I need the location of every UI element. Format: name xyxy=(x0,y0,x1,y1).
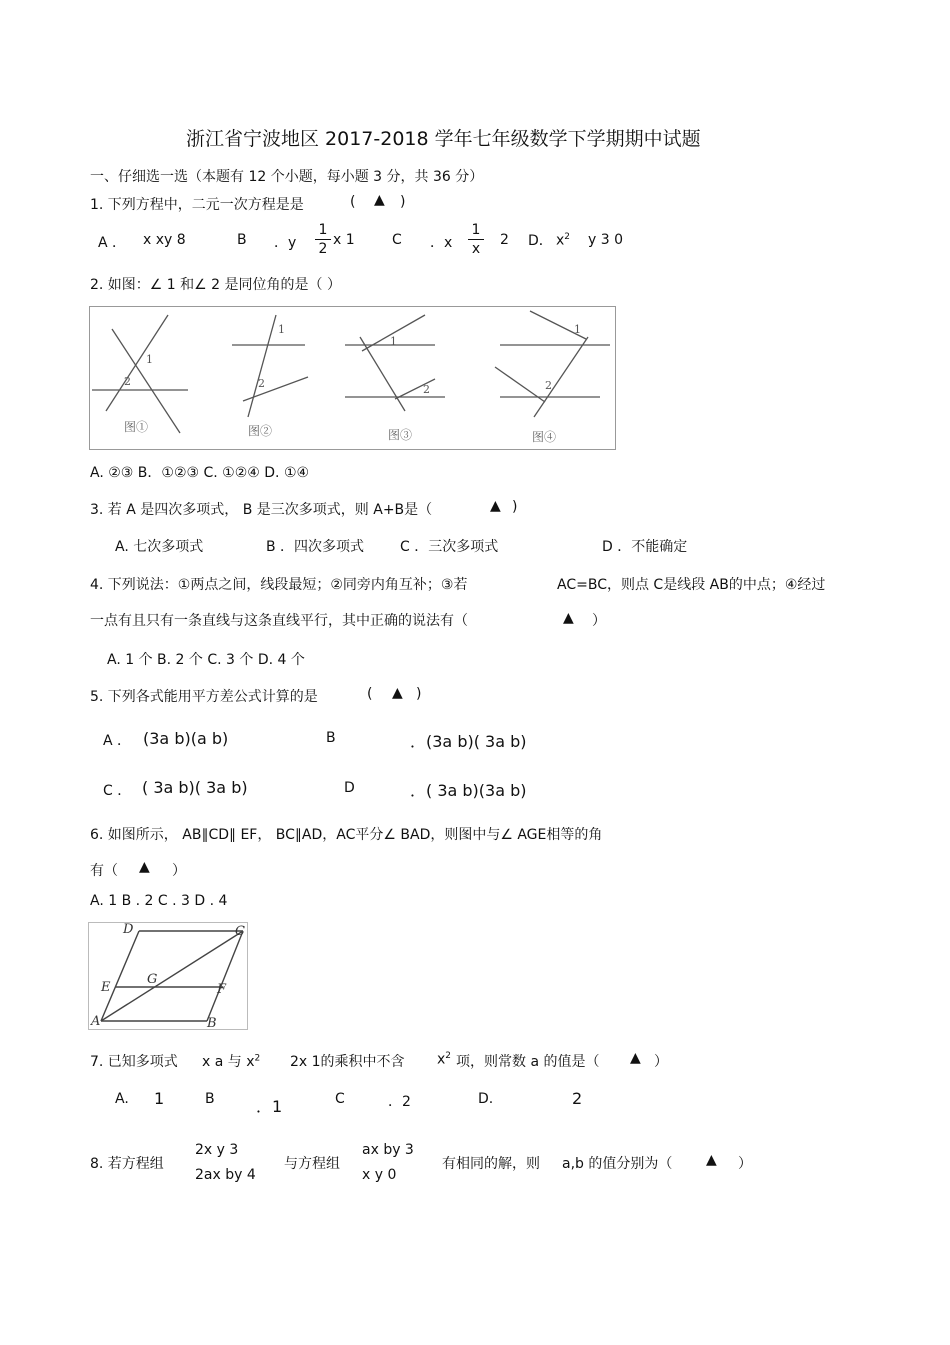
question-7-option-a-value: 1 xyxy=(154,1089,165,1108)
figure-3-caption: 图③ xyxy=(388,428,413,442)
question-4-options: A. 1 个 B. 2 个 C. 3 个 D. 4 个 xyxy=(107,652,305,668)
question-8-paren-right: ） xyxy=(738,1156,752,1172)
option-d-expression: $x^2$ xyxy=(556,232,571,249)
option-d-rest: y 3 0 xyxy=(588,232,623,248)
question-5-paren-right: ) xyxy=(416,686,422,702)
angle-diagrams xyxy=(90,307,615,449)
question-7-option-b-value: ．1 xyxy=(256,1097,283,1116)
question-5-option-a-expression: (3a b)(a b) xyxy=(143,729,229,748)
question-3-option-c: C ．三次多项式 xyxy=(400,539,499,555)
question-7-stem-c: 2x 1的乘积中不含 xyxy=(290,1054,405,1070)
question-3-option-b: B ．四次多项式 xyxy=(266,539,365,555)
point-d-label: D xyxy=(123,923,134,937)
question-5-option-a-label: A ． xyxy=(103,733,132,749)
question-7-stem-a: 7. 已知多项式 xyxy=(90,1054,178,1070)
option-b-fraction xyxy=(315,222,331,257)
page-title: 浙江省宁波地区 2017-2018 学年七年级数学下学期期中试题 xyxy=(186,128,701,150)
question-6-paren-right: ） xyxy=(172,863,186,879)
question-6-options: A. 1 B . 2 C . 3 D . 4 xyxy=(90,893,228,909)
question-4-line-1b: AC=BC，则点 C是线段 AB的中点；④经过 xyxy=(557,577,826,593)
point-f-label: F xyxy=(217,982,227,997)
question-2-options: A. ②③ B．①②③ C. ①②④ D. ①④ xyxy=(90,465,310,481)
option-b-prefix: ．y xyxy=(274,235,297,251)
question-7-option-a-label: A. xyxy=(115,1091,129,1107)
question-7-stem-b: x a 与 $x^2$ xyxy=(202,1053,261,1070)
option-d-label: D． xyxy=(528,233,553,249)
option-c-prefix: ．x xyxy=(430,235,453,251)
question-5-option-d-label: D xyxy=(344,780,355,796)
question-4-line-2: 一点有且只有一条直线与这条直线平行，其中正确的说法有（ xyxy=(90,613,468,629)
question-1-paren-right: ) xyxy=(400,194,406,210)
question-8-ab: a,b 的值分别为（ xyxy=(562,1156,673,1172)
question-8-mid: 与方程组 xyxy=(284,1156,340,1172)
fraction-numerator: 1 xyxy=(318,222,328,238)
question-5-option-c-label: C ． xyxy=(103,783,132,799)
point-c-label: C xyxy=(235,924,245,939)
question-7-option-b-label: B xyxy=(205,1091,215,1107)
question-5-paren-left: ( xyxy=(367,686,373,702)
question-1-stem: 1. 下列方程中，二元一次方程是是 xyxy=(90,197,304,213)
question-3-option-a: A. 七次多项式 xyxy=(115,539,204,555)
answer-blank-triangle: ▲ xyxy=(490,498,501,514)
option-a-expression: x xy 8 xyxy=(143,232,186,248)
angle-1-label: 1 xyxy=(574,323,581,336)
angle-2-label: 2 xyxy=(124,375,131,388)
option-c-fraction xyxy=(468,222,484,257)
system-1-line-1: 2x y 3 xyxy=(195,1142,239,1158)
system-2-line-2: x y 0 xyxy=(362,1167,397,1183)
answer-blank-triangle: ▲ xyxy=(392,685,403,701)
figure-4-caption: 图④ xyxy=(532,430,557,444)
question-1-paren-left: ( xyxy=(350,194,356,210)
figure-1-caption: 图① xyxy=(124,420,149,434)
option-c-label: C xyxy=(392,232,402,248)
question-7-option-d-label: D. xyxy=(478,1091,494,1107)
question-5-option-c-expression: ( 3a b)( 3a b) xyxy=(142,778,248,797)
point-b-label: B xyxy=(207,1016,217,1029)
option-b-label: B xyxy=(237,232,247,248)
question-6-line-2: 有（ xyxy=(90,863,118,879)
question-4-paren-right: ） xyxy=(592,613,606,629)
angle-2-label: 2 xyxy=(423,383,430,396)
question-7-paren-right: ） xyxy=(654,1054,668,1070)
question-2-stem: 2. 如图：∠ 1 和∠ 2 是同位角的是（ ） xyxy=(90,277,341,293)
fraction-denominator: 2 xyxy=(318,241,328,257)
question-4-line-1a: 4. 下列说法：①两点之间，线段最短；②同旁内角互补；③若 xyxy=(90,577,468,593)
angle-2-label: 2 xyxy=(545,379,552,392)
question-7-stem-d: $x^2$ xyxy=(437,1051,452,1068)
answer-blank-triangle: ▲ xyxy=(139,859,150,875)
section-heading: 一、仔细选一选（本题有 12 个小题，每小题 3 分，共 36 分） xyxy=(90,169,484,185)
angle-1-label: 1 xyxy=(390,335,397,348)
question-8-stem: 8. 若方程组 xyxy=(90,1156,164,1172)
angle-1-label: 1 xyxy=(278,323,285,336)
answer-blank-triangle: ▲ xyxy=(706,1152,717,1168)
angle-2-label: 2 xyxy=(258,377,265,390)
question-7-option-d-value: 2 xyxy=(572,1089,583,1108)
question-8-tail: 有相同的解，则 xyxy=(442,1156,540,1172)
question-5-stem: 5. 下列各式能用平方差公式计算的是 xyxy=(90,689,318,705)
question-3-stem: 3. 若 A 是四次多项式， B 是三次多项式，则 A+B是（ xyxy=(90,502,433,518)
answer-blank-triangle: ▲ xyxy=(630,1050,641,1066)
question-7-stem-e: 项，则常数 a 的值是（ xyxy=(456,1054,600,1070)
question-2-figure xyxy=(89,306,616,450)
fraction-denominator: x xyxy=(471,241,481,257)
angle-1-label: 1 xyxy=(146,353,153,366)
point-g-label: G xyxy=(147,972,158,987)
question-5-option-b-expression: ．(3a b)( 3a b) xyxy=(410,732,527,751)
point-e-label: E xyxy=(101,980,111,995)
answer-blank-triangle: ▲ xyxy=(563,610,574,626)
question-7-option-c-value: ．2 xyxy=(388,1094,411,1110)
question-3-option-d: D ．不能确定 xyxy=(602,539,688,555)
system-2-line-1: ax by 3 xyxy=(362,1142,414,1158)
point-a-label: A xyxy=(91,1014,101,1029)
question-6-figure xyxy=(88,922,248,1030)
answer-blank-triangle: ▲ xyxy=(374,192,385,208)
option-c-suffix: 2 xyxy=(500,232,509,248)
question-6-stem: 6. 如图所示， AB∥CD∥ EF， BC∥AD，AC平分∠ BAD，则图中与∠ AGE相等的角 xyxy=(90,827,603,843)
question-5-option-b-label: B xyxy=(326,730,336,746)
option-b-suffix: x 1 xyxy=(333,232,355,248)
question-3-paren-right: ) xyxy=(512,499,518,515)
fraction-numerator: 1 xyxy=(471,222,481,238)
question-7-option-c-label: C xyxy=(335,1091,345,1107)
figure-2-caption: 图② xyxy=(248,424,273,438)
parallelogram-diagram xyxy=(89,923,247,1029)
option-a-label: A ． xyxy=(98,235,127,251)
question-5-option-d-expression: ．( 3a b)(3a b) xyxy=(410,781,527,800)
system-1-line-2: 2ax by 4 xyxy=(195,1167,256,1183)
